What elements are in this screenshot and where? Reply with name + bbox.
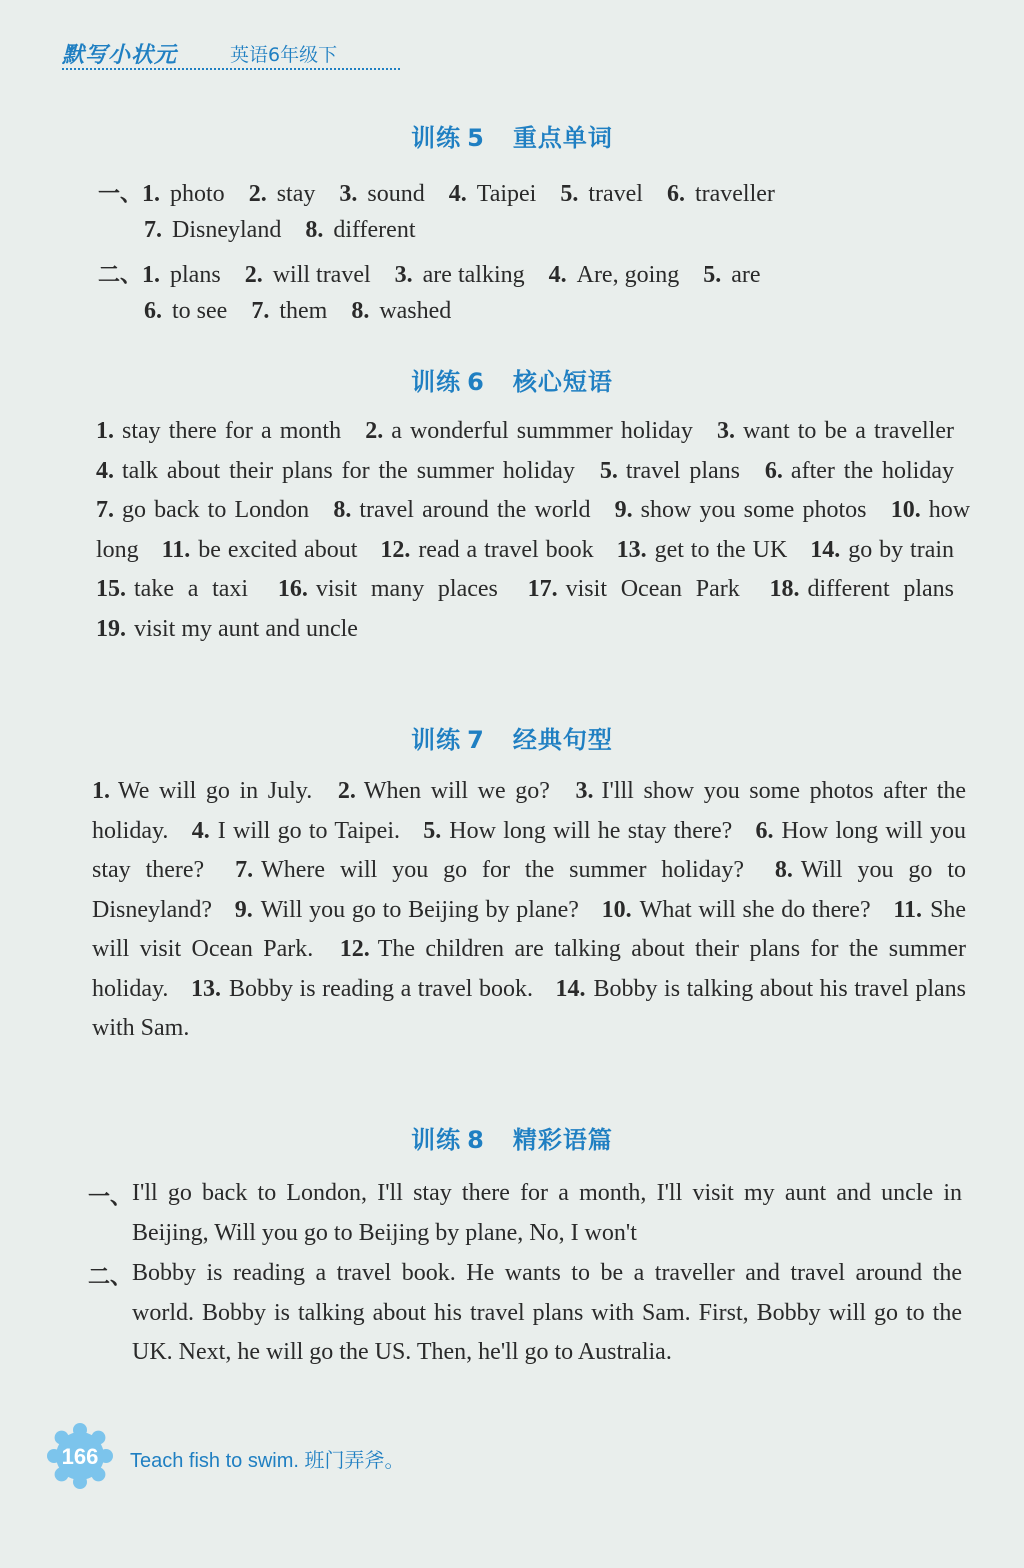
answer: different: [333, 217, 416, 243]
section-label: 训练: [411, 124, 462, 152]
item-number: 8.: [774, 857, 793, 883]
item-number: 14.: [555, 975, 586, 1002]
answer: washed: [379, 298, 452, 324]
section-name: 经典句型: [512, 726, 613, 754]
answer-item: [96, 497, 309, 523]
answer: She will visit Ocean Park.: [92, 896, 967, 962]
page-number-badge: [46, 1422, 114, 1490]
t7-answers: [92, 772, 966, 1049]
answer: travel plans: [625, 457, 741, 484]
page-footer: [46, 1422, 546, 1492]
answer-item: [278, 576, 498, 602]
section-number: 7: [467, 726, 485, 754]
t5-row-2: [144, 217, 416, 244]
answer: travel around the world: [359, 497, 591, 523]
item-number: 6.: [764, 457, 783, 484]
t5-row-4: [144, 298, 451, 325]
answer-item: [96, 458, 575, 484]
answer-item: [162, 537, 358, 563]
answer: How long will you stay there?: [92, 817, 967, 883]
answer: different plans: [807, 576, 955, 602]
t8-passage-1: I'll go back to London, I'll stay there for a month, I'll visit my aunt and uncle in Beijing, Will you go to Beijing by plane, No, I won't: [132, 1180, 962, 1246]
answer-item: [96, 418, 341, 444]
section-number: 5: [467, 124, 485, 152]
item-number: 8.: [333, 497, 352, 523]
section-name: 核心短语: [512, 368, 613, 396]
item-number: 4.: [96, 457, 114, 484]
answer: What will she do there?: [639, 896, 871, 923]
item-number: 6.: [666, 181, 685, 207]
item-number: 4.: [448, 181, 467, 207]
answer: When will we go?: [363, 778, 550, 804]
item-number: 4.: [191, 817, 210, 844]
answer-item: [96, 616, 358, 642]
header-divider: [62, 68, 400, 70]
answer-item: [380, 537, 593, 563]
item-number: 15.: [96, 576, 126, 602]
answer-item: [92, 778, 312, 804]
answer: be excited about: [198, 536, 358, 563]
item-number: 2.: [244, 262, 263, 288]
section-label: 训练: [411, 1126, 462, 1154]
page-number: 166: [61, 1444, 99, 1469]
section-label: 训练: [411, 726, 462, 754]
item-number: 19.: [96, 615, 126, 642]
item-number: 2.: [248, 181, 267, 207]
item-number: 7.: [235, 857, 254, 883]
part-prefix: 二、: [88, 1265, 133, 1290]
answer-item: [600, 458, 740, 484]
answer-item: [192, 818, 400, 844]
answer: stay: [276, 181, 316, 207]
item-number: 7.: [96, 497, 114, 523]
t8-passage-2: Bobby is reading a travel book. He wants to be a traveller and travel around the world. Bobby is talking about his travel plans with Sam. First, Bobby will go to the UK. Next, he will go the US. Then, he'll go to Australia.: [132, 1260, 962, 1365]
answer-item: [423, 818, 732, 844]
item-number: 8.: [351, 298, 370, 324]
answer-item: [333, 497, 590, 523]
answer: how long: [96, 497, 971, 563]
item-number: 5.: [560, 181, 579, 207]
item-number: 8.: [305, 217, 324, 243]
answer: go by train: [848, 536, 955, 563]
item-number: 2.: [365, 418, 384, 444]
answer-item: [617, 537, 788, 563]
answer: talk about their plans for the summer holiday: [122, 457, 575, 484]
item-number: 6.: [144, 298, 162, 324]
answer-item: [235, 857, 744, 883]
answer: go back to London: [122, 497, 310, 523]
answer: will travel: [272, 262, 371, 288]
answer-item: [717, 418, 954, 444]
section-label: 训练: [411, 368, 462, 396]
answer: Where will you go for the summer holiday?: [261, 857, 744, 883]
answer: visit many places: [315, 576, 498, 602]
book-subject: 英语6年级下: [230, 44, 338, 66]
item-number: 6.: [755, 817, 774, 844]
section-title-8: [0, 1120, 1024, 1155]
answer: Disneyland: [172, 217, 282, 243]
answer-item: [338, 778, 550, 804]
answer: Will you go to Disneyland?: [92, 857, 966, 923]
item-number: 14.: [810, 536, 841, 563]
item-number: 1.: [92, 778, 110, 804]
answer: to see: [172, 298, 228, 324]
answer: Are, going: [576, 262, 680, 288]
answer: are: [731, 262, 761, 288]
answer-item: [96, 576, 248, 602]
answer: travel: [588, 181, 643, 207]
item-number: 9.: [234, 896, 253, 923]
answer: after the holiday: [790, 457, 954, 484]
answer: photo: [170, 181, 225, 207]
answer: I will go to Taipei.: [217, 817, 400, 844]
answer: them: [279, 298, 328, 324]
item-number: 13.: [190, 975, 221, 1002]
answer: I'lll show you some photos after the holiday.: [92, 778, 967, 844]
answer: Taipei: [476, 181, 537, 207]
section-number: 6: [467, 368, 485, 396]
page-header: [62, 38, 402, 72]
answer: traveller: [694, 181, 775, 207]
item-number: 11.: [893, 896, 923, 923]
item-number: 12.: [339, 936, 370, 962]
answer: show you some photos: [640, 497, 867, 523]
answer: plans: [170, 262, 221, 288]
item-number: 7.: [144, 217, 162, 243]
item-number: 11.: [161, 536, 191, 563]
answer: get to the UK: [654, 536, 788, 563]
item-number: 7.: [251, 298, 270, 324]
part-prefix: 二、: [98, 263, 143, 288]
answer: We will go in July.: [118, 778, 313, 804]
item-number: 1.: [142, 181, 161, 207]
item-number: 5.: [703, 262, 722, 288]
item-number: 5.: [423, 817, 442, 844]
section-number: 8: [467, 1126, 485, 1154]
answer: want to be a traveller: [742, 418, 954, 444]
section-title-7: [0, 720, 1024, 755]
answer-item: [810, 537, 954, 563]
answer: The children are talking about their plans for the summer holiday.: [92, 936, 967, 1002]
item-number: 5.: [599, 457, 618, 484]
item-number: 1.: [142, 262, 161, 288]
part-prefix: 一、: [88, 1185, 133, 1210]
item-number: 4.: [548, 262, 567, 288]
answer: take a taxi: [134, 576, 249, 602]
item-number: 3.: [394, 262, 413, 288]
section-title-5: [0, 118, 1024, 153]
answer: Bobby is reading a travel book.: [228, 975, 533, 1002]
answer: sound: [367, 181, 425, 207]
answer-item: [615, 497, 867, 523]
item-number: 12.: [380, 536, 411, 563]
answer: Bobby is talking about his travel plans with Sam.: [92, 975, 967, 1041]
book-brand: 默写小状元: [62, 43, 178, 68]
item-number: 18.: [769, 576, 800, 602]
answer: stay there for a month: [122, 418, 342, 444]
t5-row-3: [98, 258, 761, 289]
answer: How long will he stay there?: [449, 817, 733, 844]
item-number: 10.: [890, 497, 921, 523]
item-number: 3.: [716, 418, 735, 444]
item-number: 13.: [616, 536, 647, 563]
section-name: 重点单词: [512, 124, 613, 152]
t5-row-1: [98, 177, 775, 208]
item-number: 3.: [575, 778, 594, 804]
answer: are talking: [422, 262, 525, 288]
answer: read a travel book: [418, 536, 594, 563]
item-number: 1.: [96, 418, 114, 444]
answer-item: [602, 897, 871, 923]
item-number: 16.: [277, 576, 308, 602]
section-title-6: [0, 362, 1024, 397]
section-name: 精彩语篇: [512, 1126, 613, 1154]
answer-item: [765, 458, 954, 484]
answer: a wonderful summmer holiday: [391, 418, 693, 444]
part-prefix: 一、: [98, 182, 143, 207]
footer-motto: Teach fish to swim. 班门弄斧。: [130, 1450, 405, 1472]
answer: Will you go to Beijing by plane?: [260, 896, 579, 923]
answer-item: [528, 576, 740, 602]
answer-item: [235, 897, 579, 923]
answer: visit my aunt and uncle: [134, 615, 358, 642]
answer-item: [191, 976, 533, 1002]
answer-item: [365, 418, 693, 444]
answer-item: [769, 576, 954, 602]
item-number: 3.: [339, 181, 358, 207]
t6-answers: [96, 412, 970, 649]
item-number: 9.: [614, 497, 633, 523]
item-number: 17.: [527, 576, 558, 602]
item-number: 10.: [601, 896, 632, 923]
answer: visit Ocean Park: [565, 576, 740, 602]
item-number: 2.: [337, 778, 356, 804]
